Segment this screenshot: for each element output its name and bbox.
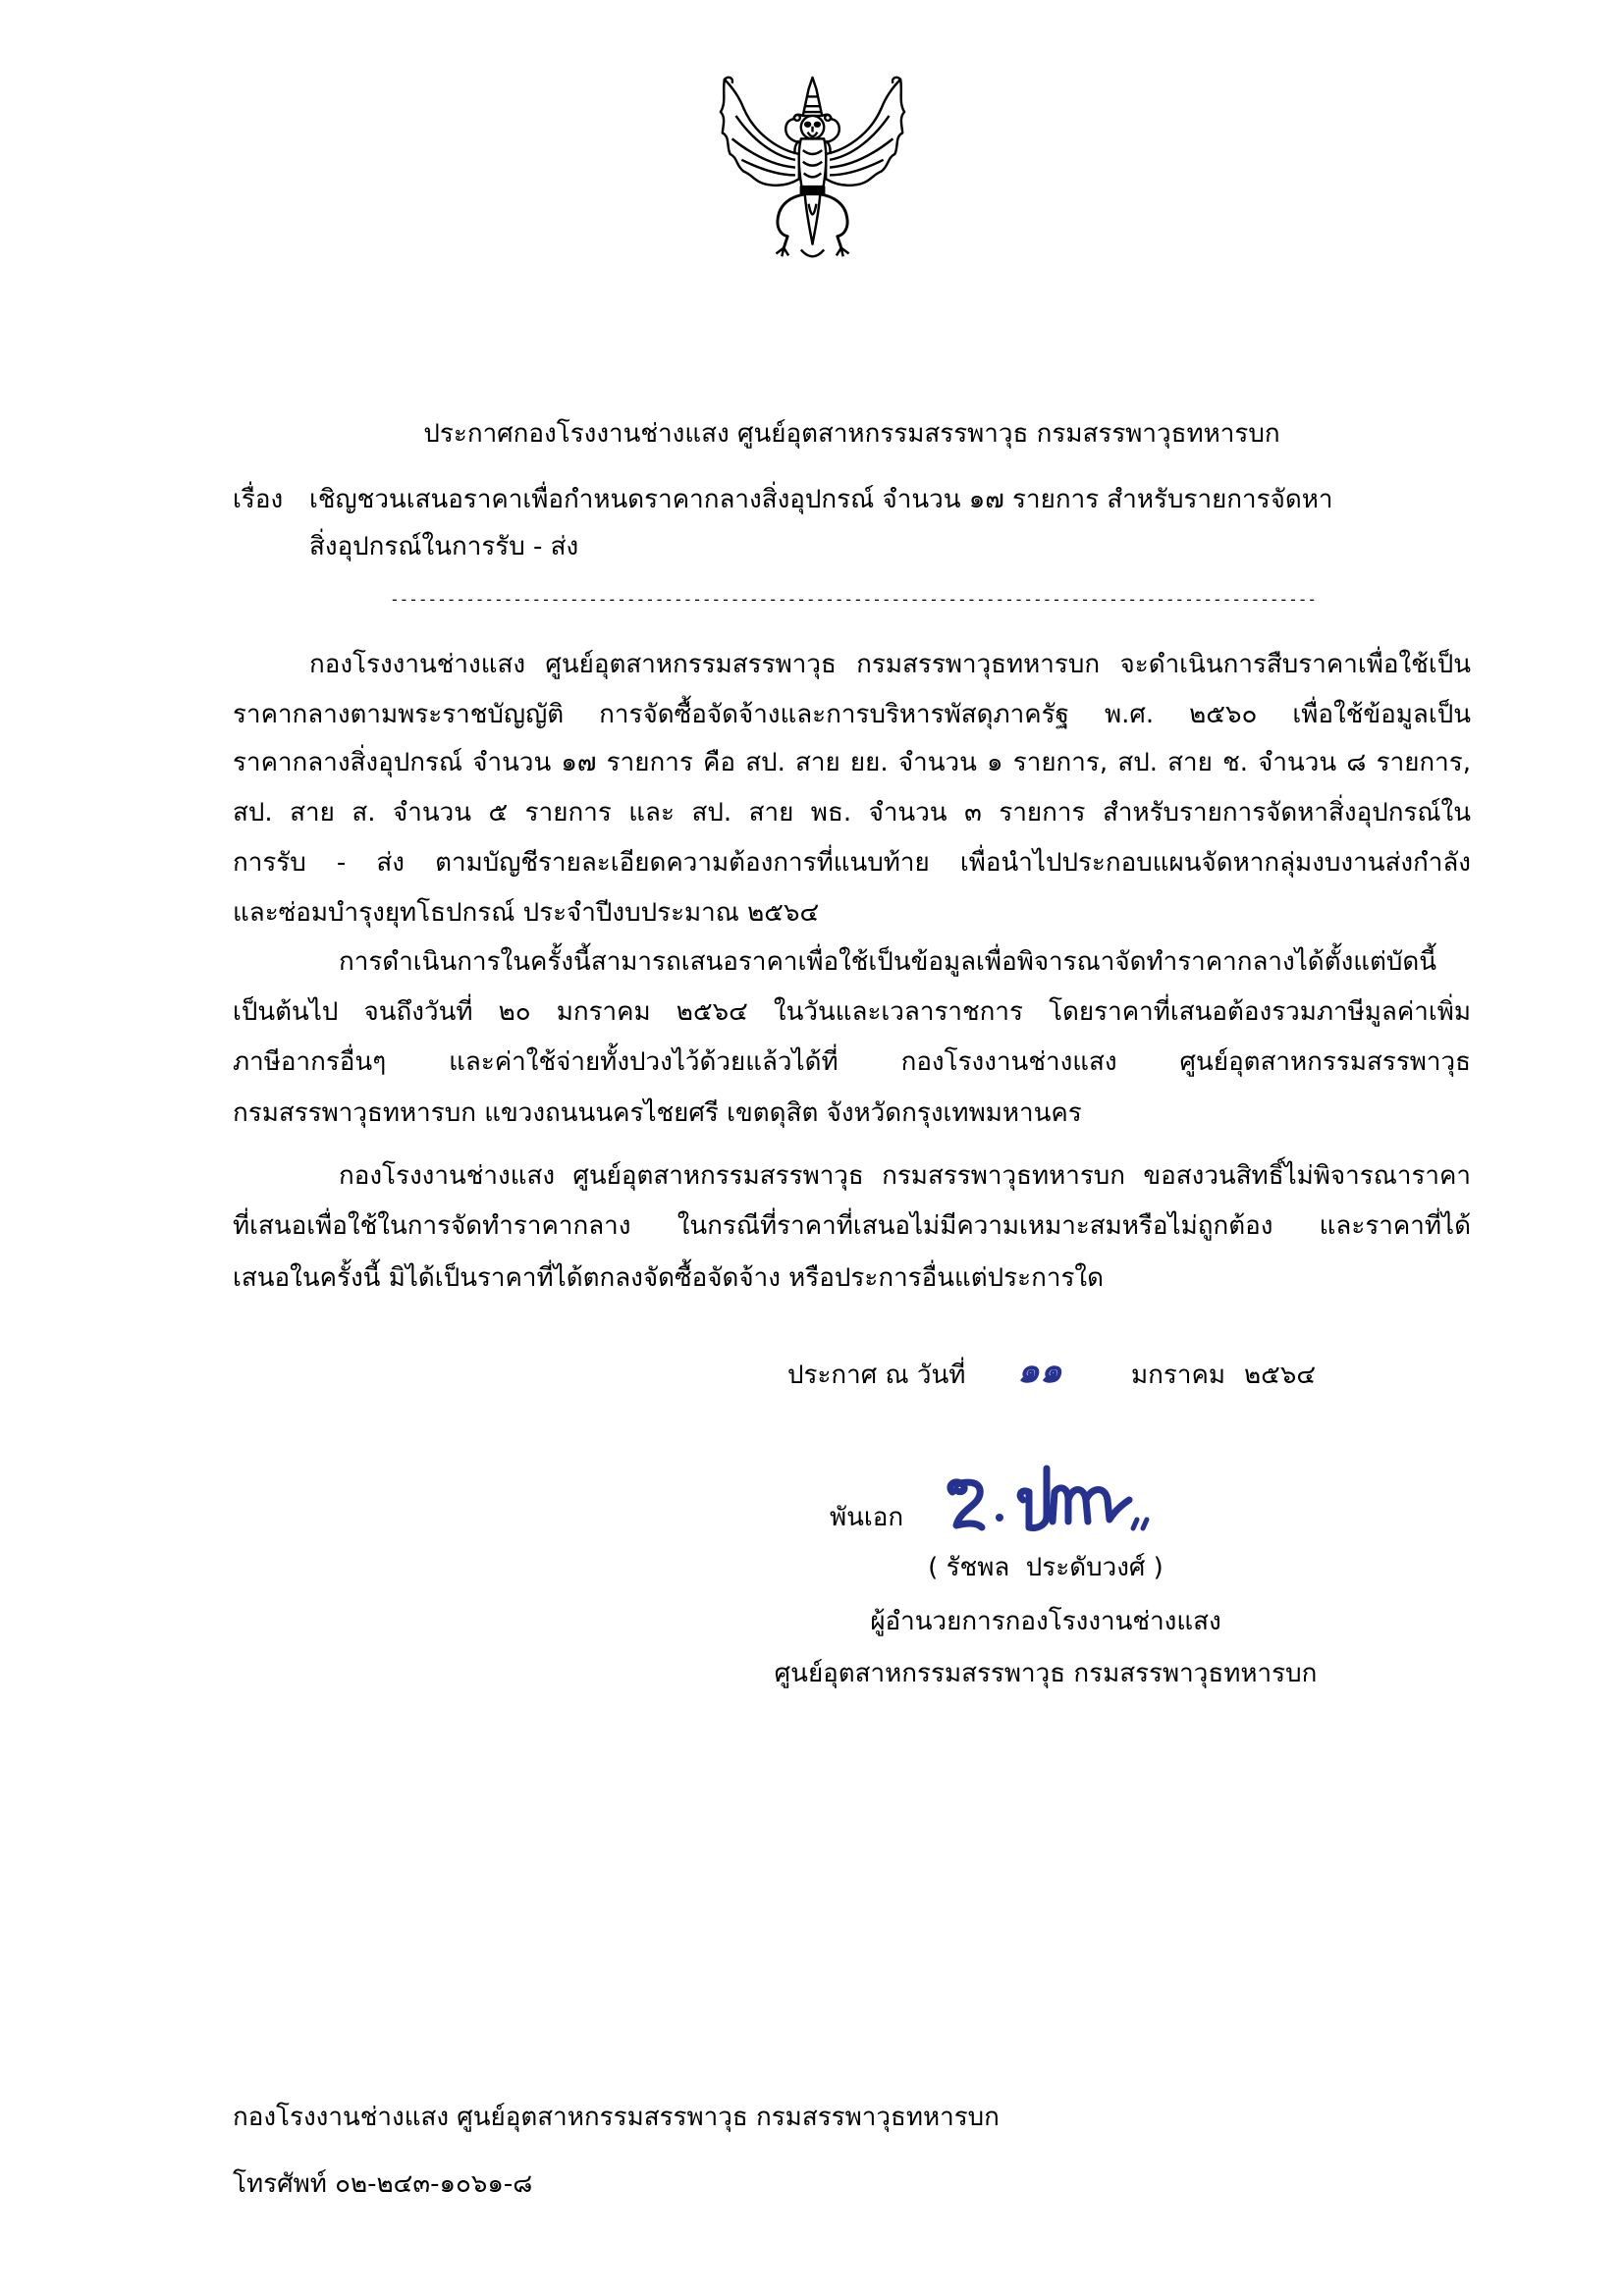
paragraph-line: กรมสรรพาวุธทหารบก แขวงถนนนครไชยศรี เขตดุสิต จังหวัดกรุงเทพมหานคร: [233, 1098, 1082, 1128]
footer-phone: โทรศัพท์ ๐๒-๒๔๓-๑๐๖๑-๘: [233, 2169, 533, 2199]
paragraph-line: กองโรงงานช่างแสง ศูนย์อุตสาหกรรมสรรพาวุธ กรมสรรพาวุธทหารบก ขอสงวนสิทธิ์ไม่พิจารณาราคา: [339, 1161, 1471, 1191]
paragraph-line: ภาษีอากรอื่นๆ และค่าใช้จ่ายทั้งปวงไว้ด้วยแล้วได้ที่ กองโรงงานช่างแสง ศูนย์อุตสาหกรรมสรรพาวุธ: [233, 1047, 1471, 1077]
paragraph-line: สป. สาย ส. จำนวน ๕ รายการ และ สป. สาย พธ. จำนวน ๓ รายการ สำหรับรายการจัดหาสิ่งอุปกรณ์ใน: [233, 798, 1471, 828]
emblem-wing-right: [820, 78, 904, 256]
paragraph-line: กองโรงงานช่างแสง ศูนย์อุตสาหกรรมสรรพาวุธ กรมสรรพาวุธทหารบก จะดำเนินการสืบราคาเพื่อใช้เป็น: [309, 650, 1471, 679]
paragraph-line: ราคากลางตามพระราชบัญญัติ การจัดซื้อจัดจ้างและการบริหารพัสดุภาครัฐ พ.ศ. ๒๕๖๐ เพื่อใช้ข้อมูลเป็น: [233, 700, 1471, 729]
footer-organization: กองโรงงานช่างแสง ศูนย์อุตสาหกรรมสรรพาวุธ กรมสรรพาวุธทหารบก: [233, 2103, 1000, 2132]
paragraph-line: การดำเนินการในครั้งนี้สามารถเสนอราคาเพื่อใช้เป็นข้อมูลเพื่อพิจารณาจัดทำราคากลางได้ตั้งแต่บัดนี้: [339, 947, 1437, 977]
signatory-organization: ศูนย์อุตสาหกรรมสรรพาวุธ กรมสรรพาวุธทหารบก: [774, 1659, 1318, 1688]
subject-line-1: เชิญชวนเสนอราคาเพื่อกำหนดราคากลางสิ่งอุปกรณ์ จำนวน ๑๗ รายการ สำหรับรายการจัดหา: [309, 485, 1333, 514]
paragraph-line: การรับ - ส่ง ตามบัญชีรายละเอียดความต้องการที่แนบท้าย เพื่อนำไปประกอบแผนจัดหากลุ่มงบงานส่งกำลัง: [233, 848, 1471, 878]
date-month: มกราคม: [1131, 1361, 1225, 1390]
dashed-divider: --------------------------------------------------------------------------------------------------: [390, 590, 1318, 609]
paragraph-line: เป็นต้นไป จนถึงวันที่ ๒๐ มกราคม ๒๕๖๔ ในวันและเวลาราชการ โดยราคาที่เสนอต้องรวมภาษีมูลค่าเพิ่ม: [233, 997, 1471, 1027]
paragraph-line: ราคากลางสิ่งอุปกรณ์ จำนวน ๑๗ รายการ คือ สป. สาย ยย. จำนวน ๑ รายการ, สป. สาย ช. จำนวน ๘ รายการ,: [233, 748, 1471, 777]
emblem-head: [793, 78, 832, 138]
paragraph-line: เสนอในครั้งนี้ มิได้เป็นราคาที่ได้ตกลงจัดซื้อจัดจ้าง หรือประการอื่นแต่ประการใด: [233, 1263, 1104, 1293]
page-title: ประกาศกองโรงงานช่างแสง ศูนย์อุตสาหกรรมสรรพาวุธ กรมสรรพาวุธทหารบก: [423, 419, 1280, 449]
date-prefix: ประกาศ ณ วันที่: [787, 1361, 966, 1390]
signatory-name: ( รัชพล ประดับวงศ์ ): [928, 1553, 1164, 1582]
date-year: ๒๕๖๔: [1244, 1361, 1316, 1390]
signatory-position: ผู้อำนวยการกองโรงงานช่างแสง: [870, 1607, 1221, 1636]
paragraph-line: และซ่อมบำรุงยุทโธปกรณ์ ประจำปีงบประมาณ ๒๕๖๔: [233, 898, 820, 928]
date-day-handwritten: ๑๑: [1017, 1351, 1062, 1391]
paragraph-line: ที่เสนอเพื่อใช้ในการจัดทำราคากลาง ในกรณีที่ราคาที่เสนอไม่มีความเหมาะสมหรือไม่ถูกต้อง และราคาที่ได้: [233, 1211, 1471, 1241]
subject-label: เรื่อง: [233, 485, 284, 514]
emblem-wing-left: [721, 78, 805, 256]
subject-line-2: สิ่งอุปกรณ์ในการรับ - ส่ง: [309, 532, 579, 561]
signature-image: [931, 1461, 1176, 1539]
garuda-emblem-icon: [717, 74, 908, 270]
emblem-body: [799, 138, 827, 256]
signatory-rank: พันเอก: [830, 1503, 904, 1532]
